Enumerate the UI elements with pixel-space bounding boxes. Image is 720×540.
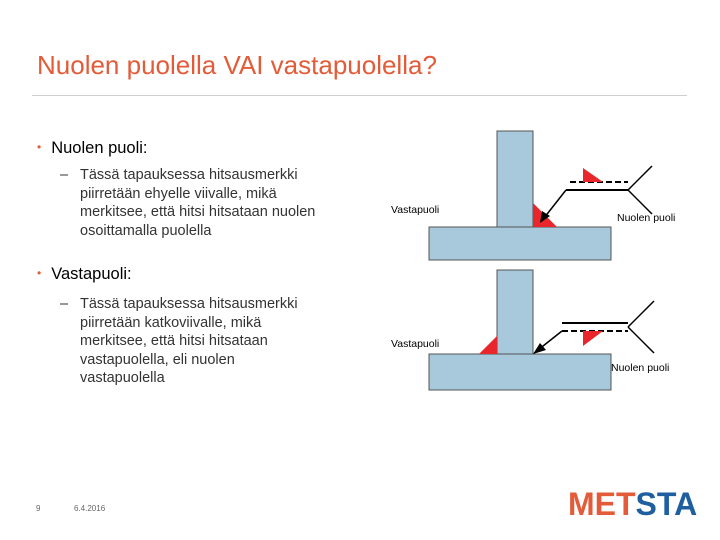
bullet-heading: Vastapuoli: — [51, 265, 132, 283]
tail-line — [628, 301, 654, 327]
bullet-heading: Nuolen puoli: — [51, 139, 148, 157]
sub-dash: – — [60, 296, 69, 312]
arrow-line — [544, 190, 566, 218]
sub-line: piirretään katkoviivalle, mikä — [80, 314, 262, 331]
base-plate — [429, 227, 611, 260]
tail-line — [628, 190, 652, 214]
logo-part-b: STA — [635, 486, 698, 522]
sub-line: merkitsee, että hitsi hitsataan — [80, 333, 268, 349]
weld-symbol-triangle — [583, 331, 603, 346]
tail-line — [628, 166, 652, 190]
sub-line: osoittamalla puolella — [80, 222, 212, 239]
footer-date: 6.4.2016 — [74, 504, 106, 513]
label-nuolen-puoli: Nuolen puoli — [611, 362, 670, 374]
page-number: 9 — [36, 504, 41, 513]
sub-dash: – — [60, 167, 69, 183]
bullet-glyph: • — [37, 140, 42, 154]
base-plate — [429, 354, 611, 390]
bullet-glyph: • — [37, 266, 42, 280]
label-vastapuoli: Vastapuoli — [391, 204, 440, 216]
vertical-plate — [497, 270, 533, 354]
sub-line: Tässä tapauksessa hitsausmerkki — [80, 296, 298, 312]
sub-line: vastapuolella, eli nuolen — [80, 351, 235, 368]
vertical-plate — [497, 131, 533, 227]
label-vastapuoli: Vastapuoli — [391, 338, 440, 350]
weld-symbol-triangle — [583, 168, 603, 182]
sub-line: vastapuolella — [80, 370, 165, 386]
sub-line: piirretään ehyelle viivalle, mikä — [80, 185, 277, 202]
fillet-weld-mark — [479, 336, 497, 354]
logo-part-a: MET — [568, 486, 636, 522]
sub-line: Tässä tapauksessa hitsausmerkki — [80, 167, 298, 183]
metsta-logo — [568, 486, 697, 523]
tail-line — [628, 327, 654, 353]
sub-line: merkitsee, että hitsi hitsataan nuolen — [80, 204, 316, 220]
slide-title: Nuolen puolella VAI vastapuolella? — [37, 50, 437, 80]
weld-diagram-arrow-side — [429, 131, 652, 260]
label-nuolen-puoli: Nuolen puoli — [617, 212, 676, 224]
